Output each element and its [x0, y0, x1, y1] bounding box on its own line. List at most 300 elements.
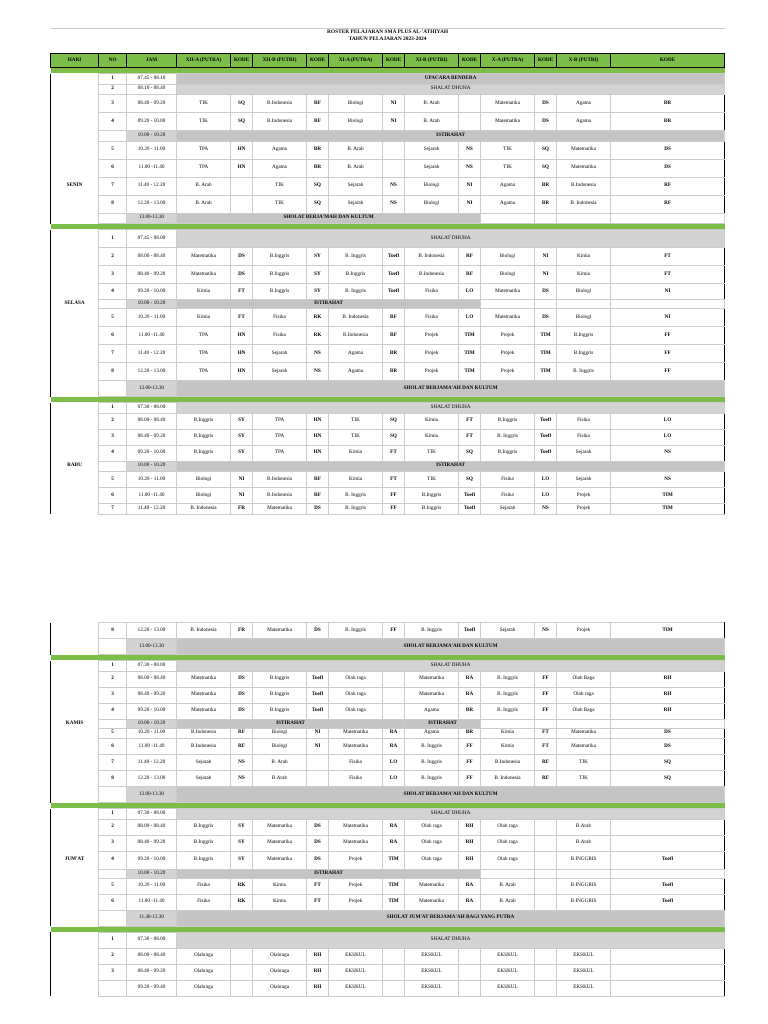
teacher-code: RH	[611, 687, 725, 703]
subject-cell: Projek	[481, 327, 535, 345]
time-slot: 13.00-13.30	[127, 787, 177, 803]
period-number: 1	[99, 661, 127, 672]
subject-cell: EKSKUL	[557, 980, 611, 996]
schedule-row	[51, 787, 725, 803]
time-slot: 10.00 - 10.20	[127, 719, 177, 728]
subject-cell: Biologi	[177, 472, 231, 488]
day-label: SELASA	[51, 300, 99, 309]
teacher-code: RF	[307, 113, 329, 131]
teacher-code	[307, 771, 329, 787]
teacher-code	[459, 948, 481, 964]
teacher-code: FF	[383, 623, 405, 639]
document-subtitle: TAHUN PELAJARAN 2023-2024	[348, 36, 427, 42]
day-label	[51, 363, 99, 381]
empty-cell	[611, 213, 725, 224]
subject-cell: Projek	[405, 345, 459, 363]
teacher-code: FF	[535, 687, 557, 703]
column-header: XII-B (PUTRI)	[253, 54, 307, 68]
period-number	[99, 131, 127, 142]
teacher-code: RF	[307, 488, 329, 504]
period-number: 2	[99, 248, 127, 266]
subject-cell: Olah raga	[481, 819, 535, 835]
subject-cell: B.Inggris	[177, 835, 231, 851]
time-slot: 08.10 - 08.40	[127, 84, 177, 95]
period-number: 1	[99, 74, 127, 85]
teacher-code: NI	[459, 195, 481, 213]
teacher-code: Toefl	[459, 488, 481, 504]
teacher-code: DS	[231, 687, 253, 703]
schedule-row	[51, 739, 725, 755]
subject-cell: Olah raga	[481, 851, 535, 869]
subject-cell: Sejarah	[557, 472, 611, 488]
activity-span: SHALAT DHUHA	[177, 809, 725, 820]
period-number: 1	[99, 809, 127, 820]
subject-cell: B.Inggris	[253, 284, 307, 300]
teacher-code	[459, 980, 481, 996]
schedule-row	[51, 248, 725, 266]
schedule-row	[51, 84, 725, 95]
teacher-code: RF	[383, 327, 405, 345]
header-row	[51, 54, 725, 68]
teacher-code: RH	[611, 671, 725, 687]
empty-cell	[535, 869, 557, 878]
teacher-code: NS	[611, 445, 725, 461]
subject-cell: Matematika	[557, 728, 611, 739]
schedule-row	[51, 948, 725, 964]
period-number: 6	[99, 159, 127, 177]
day-label: RABU	[51, 461, 99, 472]
schedule-row	[51, 159, 725, 177]
subject-cell: B. Inggris	[329, 284, 383, 300]
subject-cell: Matematika	[253, 851, 307, 869]
teacher-code: DS	[611, 141, 725, 159]
teacher-code	[231, 177, 253, 195]
teacher-code: FT	[307, 878, 329, 894]
time-slot: 07.45 - 08.00	[127, 230, 177, 248]
teacher-code: BR	[535, 177, 557, 195]
subject-cell: Projek	[481, 345, 535, 363]
teacher-code: SY	[231, 445, 253, 461]
schedule-row	[51, 472, 725, 488]
teacher-code: FF	[459, 755, 481, 771]
subject-cell: TIK	[253, 177, 307, 195]
day-label	[51, 84, 99, 95]
teacher-code	[231, 948, 253, 964]
subject-cell: B.Indonesia	[177, 739, 231, 755]
day-label	[51, 787, 99, 803]
teacher-code: HN	[307, 429, 329, 445]
teacher-code: DS	[611, 739, 725, 755]
time-slot: 11.40-13.30	[127, 910, 177, 926]
subject-cell: EKSKUL	[405, 964, 459, 980]
schedule-row	[51, 230, 725, 248]
teacher-code	[383, 159, 405, 177]
subject-cell: Matematika	[253, 504, 307, 515]
subject-cell: B. Inggris	[329, 248, 383, 266]
teacher-code: HN	[307, 413, 329, 429]
column-header: NO	[99, 54, 127, 68]
teacher-code	[459, 95, 481, 113]
teacher-code	[535, 980, 557, 996]
subject-cell: Kimia	[329, 472, 383, 488]
subject-cell: B. Inggris	[481, 429, 535, 445]
subject-cell: Kimia	[329, 445, 383, 461]
time-slot: 11.40 - 12.20	[127, 345, 177, 363]
empty-cell	[535, 300, 557, 309]
subject-cell: B.Inggris	[177, 445, 231, 461]
teacher-code: SQ	[231, 113, 253, 131]
time-slot: 07.45 - 08.10	[127, 74, 177, 85]
activity-span: ISTIRAHAT	[177, 300, 481, 309]
teacher-code: TIM	[383, 894, 405, 910]
document-title: ROSTER PELAJARAN SMA PLUS AL-'ATHIYAH	[51, 29, 725, 37]
teacher-code: DS	[307, 504, 329, 515]
teacher-code: NI	[611, 309, 725, 327]
time-slot: 09.20 - 10.00	[127, 284, 177, 300]
teacher-code: NS	[383, 195, 405, 213]
teacher-code	[459, 964, 481, 980]
subject-cell: Biologi	[405, 177, 459, 195]
schedule-row	[51, 195, 725, 213]
column-header: KODE	[307, 54, 329, 68]
subject-cell: Projek	[557, 623, 611, 639]
teacher-code: TIM	[611, 623, 725, 639]
subject-cell: Matematika	[481, 309, 535, 327]
schedule-row	[51, 504, 725, 515]
subject-cell: Agama	[253, 141, 307, 159]
time-slot: 08.40 - 09.20	[127, 95, 177, 113]
time-slot: 11.00 -11.40	[127, 327, 177, 345]
empty-cell	[481, 213, 535, 224]
teacher-code: NS	[307, 345, 329, 363]
time-slot: 11.40 - 12.20	[127, 504, 177, 515]
schedule-row	[51, 878, 725, 894]
subject-cell: Agama	[557, 113, 611, 131]
subject-cell: Projek	[329, 851, 383, 869]
subject-cell: Agama	[329, 363, 383, 381]
subject-cell: TIK	[557, 755, 611, 771]
subject-cell: EKSKUL	[481, 980, 535, 996]
teacher-code: SY	[231, 429, 253, 445]
time-slot: 10.20 - 11.00	[127, 309, 177, 327]
subject-cell: Projek	[481, 363, 535, 381]
activity-span: ISTIRAHAT	[177, 869, 481, 878]
activity-span: SHOLAT BERJA'MAH DAN KULTUM	[177, 213, 481, 224]
activity-span: SHOLAT JUM'AT BERJAMA'AH BAGI YANG PUTRA	[177, 910, 725, 926]
subject-cell: Biologi	[557, 309, 611, 327]
teacher-code: DS	[307, 851, 329, 869]
schedule-row	[51, 177, 725, 195]
day-label	[51, 755, 99, 771]
subject-cell: B. Indonesia	[177, 623, 231, 639]
schedule-row	[51, 623, 725, 639]
teacher-code: FT	[611, 266, 725, 284]
teacher-code: Toefl	[611, 894, 725, 910]
subject-cell: TPA	[253, 445, 307, 461]
teacher-code	[383, 703, 405, 719]
day-label	[51, 661, 99, 672]
day-label	[51, 819, 99, 835]
day-label	[51, 728, 99, 739]
subject-cell: Sejarah	[405, 159, 459, 177]
subject-cell: B. Inggris	[405, 739, 459, 755]
time-slot: 12.20 - 13.00	[127, 363, 177, 381]
teacher-code	[383, 948, 405, 964]
teacher-code: TIM	[535, 363, 557, 381]
day-label	[51, 429, 99, 445]
teacher-code: Toefl	[383, 248, 405, 266]
teacher-code: SQ	[611, 771, 725, 787]
teacher-code: RH	[611, 703, 725, 719]
time-slot: 08.40 - 09.20	[127, 687, 177, 703]
subject-cell: B.Arab	[253, 771, 307, 787]
empty-cell	[557, 869, 611, 878]
period-number: 2	[99, 84, 127, 95]
activity-span: SHALAT DHUHA	[177, 661, 725, 672]
teacher-code: SQ	[459, 445, 481, 461]
subject-cell: Kimia	[481, 728, 535, 739]
subject-cell: B. Inggris	[329, 623, 383, 639]
teacher-code: FT	[611, 248, 725, 266]
activity-span: ISTIRAHAT	[177, 719, 405, 728]
column-header: KODE	[459, 54, 481, 68]
period-number: 3	[99, 266, 127, 284]
teacher-code: HN	[231, 327, 253, 345]
teacher-code: BR	[307, 141, 329, 159]
subject-cell: B.Indonesia	[253, 488, 307, 504]
empty-cell	[481, 300, 535, 309]
teacher-code: DS	[231, 248, 253, 266]
teacher-code: BR	[611, 95, 725, 113]
empty-cell	[557, 719, 611, 728]
period-number: 1	[99, 230, 127, 248]
schedule-row	[51, 381, 725, 397]
subject-cell: Matematika	[177, 266, 231, 284]
day-label	[51, 910, 99, 926]
schedule-row	[51, 300, 725, 309]
subject-cell: Sejarah	[481, 504, 535, 515]
teacher-code: RH	[307, 964, 329, 980]
teacher-code: BR	[459, 728, 481, 739]
teacher-code	[535, 948, 557, 964]
teacher-code: NS	[535, 504, 557, 515]
period-number: 6	[99, 327, 127, 345]
teacher-code: BR	[611, 113, 725, 131]
period-number: 7	[99, 504, 127, 515]
subject-cell: TIK	[405, 445, 459, 461]
teacher-code: FT	[307, 894, 329, 910]
subject-cell: Olah raga	[557, 687, 611, 703]
subject-cell: Kimia	[253, 878, 307, 894]
period-number: 7	[99, 755, 127, 771]
subject-cell: B.Inggris	[405, 488, 459, 504]
teacher-code: HN	[231, 345, 253, 363]
teacher-code: RF	[307, 95, 329, 113]
subject-cell: B.Inggris	[405, 504, 459, 515]
teacher-code: RK	[231, 894, 253, 910]
subject-cell: B. Inggris	[405, 623, 459, 639]
day-label	[51, 671, 99, 687]
subject-cell: Kimia	[557, 266, 611, 284]
teacher-code	[611, 948, 725, 964]
subject-cell: Olahraga	[253, 980, 307, 996]
subject-cell: Biologi	[253, 739, 307, 755]
teacher-code: FT	[383, 445, 405, 461]
subject-cell: Olahraga	[253, 964, 307, 980]
teacher-code: TIM	[611, 488, 725, 504]
day-label	[51, 309, 99, 327]
teacher-code: DS	[231, 266, 253, 284]
time-slot: 08.40 - 09.20	[127, 266, 177, 284]
subject-cell: B. Arab	[405, 95, 459, 113]
day-label	[51, 213, 99, 224]
period-number: 4	[99, 703, 127, 719]
subject-cell: Fisika	[329, 755, 383, 771]
column-header: KODE	[611, 54, 725, 68]
teacher-code: HN	[307, 445, 329, 461]
subject-cell: B.Inggris	[253, 266, 307, 284]
teacher-code: DS	[535, 113, 557, 131]
teacher-code: DS	[535, 309, 557, 327]
day-label	[51, 869, 99, 878]
subject-cell: Fisika	[177, 878, 231, 894]
subject-cell: B.Indonesia	[481, 755, 535, 771]
teacher-code: BR	[459, 703, 481, 719]
teacher-code: DS	[611, 728, 725, 739]
teacher-code: NS	[459, 141, 481, 159]
teacher-code: NI	[459, 177, 481, 195]
teacher-code: RF	[459, 248, 481, 266]
day-label	[51, 248, 99, 266]
subject-cell: B. Arab	[329, 141, 383, 159]
teacher-code: Toefl	[459, 623, 481, 639]
teacher-code: NI	[307, 739, 329, 755]
teacher-code: LO	[611, 429, 725, 445]
subject-cell: B.Inggris	[481, 413, 535, 429]
period-number: 6	[99, 488, 127, 504]
activity-span: SHALAT DHUHA	[177, 403, 725, 414]
time-slot: 08.00 - 08.40	[127, 819, 177, 835]
subject-cell: Agama	[253, 159, 307, 177]
subject-cell: Olah Raga	[557, 671, 611, 687]
day-label	[51, 113, 99, 131]
day-label	[51, 95, 99, 113]
subject-cell: TPA	[253, 429, 307, 445]
column-header: XI-B (PUTRI)	[405, 54, 459, 68]
subject-cell: Olah raga	[329, 687, 383, 703]
subject-cell: Kimia	[405, 413, 459, 429]
subject-cell: B.Indonesia	[177, 728, 231, 739]
teacher-code: SY	[307, 284, 329, 300]
time-slot: 09.20 - 10.00	[127, 445, 177, 461]
subject-cell: Fisika	[557, 429, 611, 445]
period-number	[99, 980, 127, 996]
day-label	[51, 739, 99, 755]
period-number: 3	[99, 429, 127, 445]
schedule-row	[51, 932, 725, 948]
time-slot: 10.00 - 10.20	[127, 461, 177, 472]
subject-cell: Sejarah	[329, 195, 383, 213]
schedule-row	[51, 488, 725, 504]
teacher-code: Toefl	[383, 266, 405, 284]
subject-cell: EKSKUL	[557, 964, 611, 980]
teacher-code	[383, 687, 405, 703]
column-header: X-A (PUTRA)	[481, 54, 535, 68]
schedule-row	[51, 894, 725, 910]
subject-cell: TIK	[557, 771, 611, 787]
teacher-code: FT	[459, 429, 481, 445]
teacher-code: RA	[383, 819, 405, 835]
subject-cell: Agama	[405, 703, 459, 719]
subject-cell: Olahraga	[177, 980, 231, 996]
period-number	[99, 910, 127, 926]
column-header: XI-A (PUTRA)	[329, 54, 383, 68]
subject-cell: TIK	[481, 141, 535, 159]
period-number	[99, 869, 127, 878]
period-number: 8	[99, 623, 127, 639]
subject-cell: Olah raga	[405, 819, 459, 835]
subject-cell: Olahraga	[177, 964, 231, 980]
activity-span: UPACARA BENDERA	[177, 74, 725, 85]
schedule-row	[51, 703, 725, 719]
subject-cell: B.Indonesia	[405, 266, 459, 284]
teacher-code: NS	[535, 623, 557, 639]
teacher-code: RF	[611, 195, 725, 213]
schedule-row	[51, 980, 725, 996]
period-number: 1	[99, 403, 127, 414]
teacher-code: LO	[383, 771, 405, 787]
teacher-code: RK	[307, 309, 329, 327]
subject-cell: TIK	[481, 159, 535, 177]
period-number: 4	[99, 113, 127, 131]
subject-cell: B.Inggris	[253, 671, 307, 687]
teacher-code: NI	[307, 728, 329, 739]
subject-cell: B. Arab	[177, 177, 231, 195]
day-label	[51, 345, 99, 363]
teacher-code: SQ	[231, 95, 253, 113]
time-slot: 11.40 - 12.20	[127, 177, 177, 195]
teacher-code: NI	[383, 95, 405, 113]
teacher-code: FF	[535, 671, 557, 687]
teacher-code: RA	[459, 894, 481, 910]
teacher-code: NS	[307, 363, 329, 381]
subject-cell: B. Arab	[481, 878, 535, 894]
teacher-code: FF	[459, 771, 481, 787]
period-number: 1	[99, 932, 127, 948]
time-slot: 09.20 - 10.00	[127, 851, 177, 869]
day-label	[51, 809, 99, 820]
schedule-row	[51, 671, 725, 687]
teacher-code: FF	[459, 739, 481, 755]
column-header: KODE	[383, 54, 405, 68]
column-header: HARI	[51, 54, 99, 68]
subject-cell: B. Inggris	[405, 755, 459, 771]
day-label: SENIN	[51, 177, 99, 195]
subject-cell: Matematika	[329, 835, 383, 851]
subject-cell: Kimia	[177, 284, 231, 300]
subject-cell: Olah raga	[405, 835, 459, 851]
period-number	[99, 719, 127, 728]
teacher-code: HN	[231, 141, 253, 159]
teacher-code: NI	[383, 113, 405, 131]
period-number: 2	[99, 948, 127, 964]
subject-cell: Fisika	[329, 771, 383, 787]
teacher-code: DS	[231, 671, 253, 687]
activity-span: ISTIRAHAT	[177, 131, 725, 142]
column-header: XII-A (PUTRA)	[177, 54, 231, 68]
subject-cell: B. Inggris	[481, 687, 535, 703]
empty-cell	[611, 300, 725, 309]
